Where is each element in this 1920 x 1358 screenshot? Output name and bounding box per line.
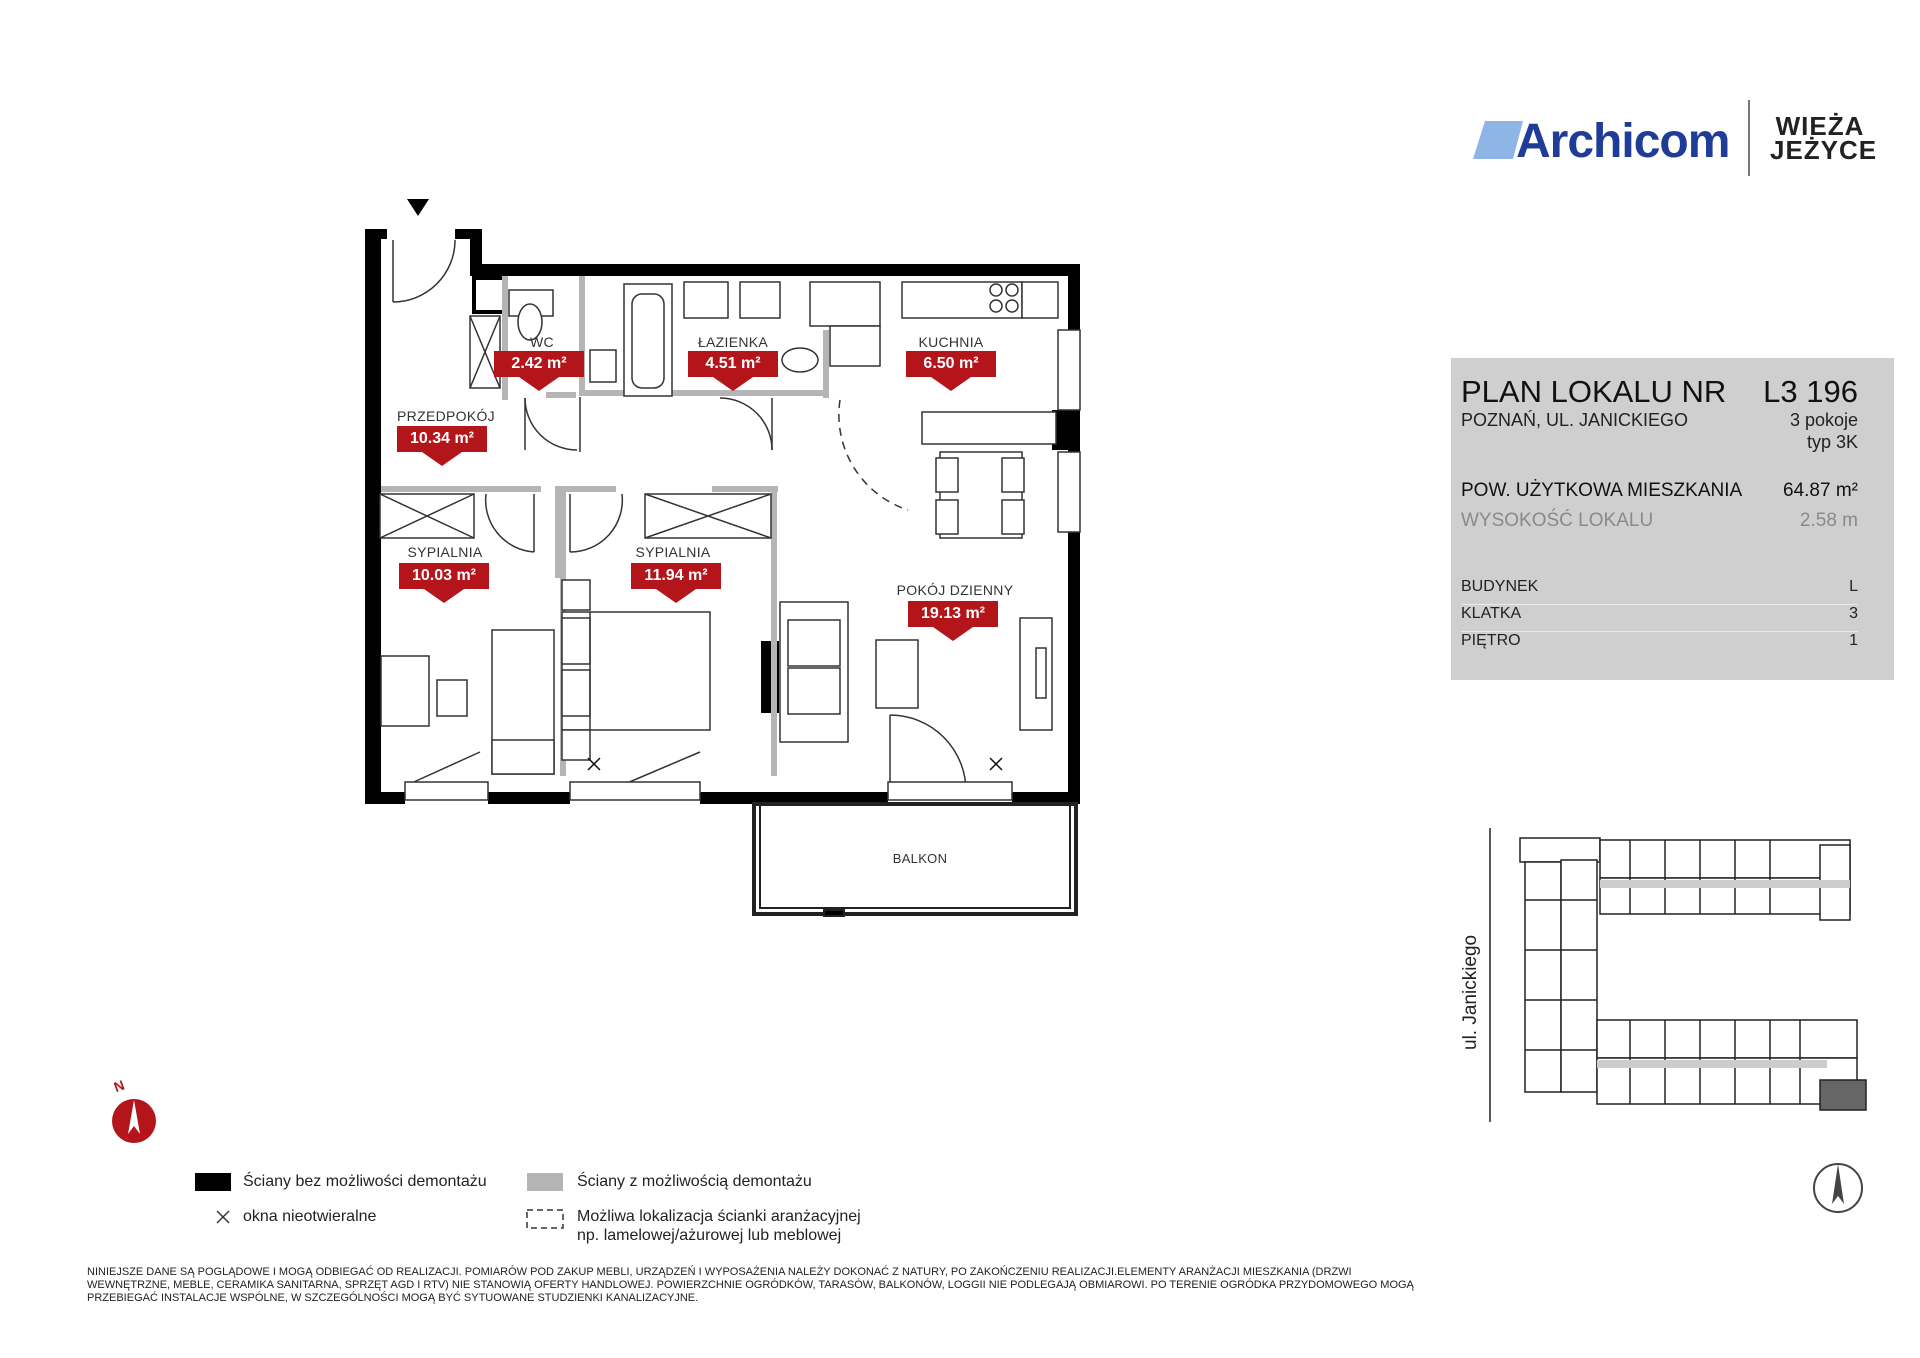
height-label: WYSOKOŚĆ LOKALU — [1461, 510, 1654, 531]
floor-row — [1461, 632, 1858, 658]
brand-divider — [1748, 100, 1750, 176]
room-area-bedroom-1: 10.03 m² — [399, 563, 489, 589]
compass-site-icon — [1814, 1164, 1862, 1212]
room-area-wc: 2.42 m² — [494, 351, 584, 377]
unit-type: typ 3K — [1806, 432, 1858, 452]
disclaimer: NINIEJSZE DANE SĄ POGLĄDOWE I MOGĄ ODBIEGAĆ OD REALIZACJI. POMIARÓW POD ZAKUP MEBLI, URZĄDZEŃ I WYPOSAŻENIA NALEŻY DOKONAĆ Z NATURY, PO ZAKOŃCZENIU REALIZACJI.ELEMENTY ARANŻACJI MIESZKANIA (DRZWI WEWNĘTRZNE, MEBLE, CERAMIKA SANITARNA, SPRZĘT AGD I RTV) NIE STANOWIĄ OFERTY HANDLOWEJ. POWIERZCHNIE OGRÓDKÓW, TARASÓW, BALKONÓW, LOGGII NIE PODLEGAJĄ OBMIAROWI. PO TERENIE OGRÓDKA PRZYDOMOWEGO MOGĄ PRZEBIEGAĆ INSTALACJE WSPÓLNE, W SZCZEGÓLNOŚCI MOGĄ BYĆ SYTUOWANE STUDZIENKI KANALIZACYJNE. — [87, 1266, 1414, 1304]
street-label: ul. Janickiego — [1460, 934, 1481, 1050]
staircase-label: KLATKA — [1461, 605, 1522, 622]
legend-fixed-walls: Ściany bez możliwości demontażu — [243, 1173, 487, 1190]
height-value: 2.58 m — [1799, 510, 1858, 531]
compass-north-icon — [112, 1099, 156, 1143]
room-label-living: POKÓJ DZIENNY — [896, 582, 1014, 598]
floor-value: 1 — [1849, 632, 1858, 649]
room-label-balcony: BALKON — [892, 851, 948, 866]
usable-area-value: 64.87 m² — [1783, 480, 1858, 501]
room-area-hallway: 10.34 m² — [397, 426, 487, 452]
site-plan — [1490, 828, 1866, 1122]
kitchen-furniture — [810, 282, 1058, 538]
room-label-bathroom: ŁAZIENKA — [697, 334, 769, 350]
project-name — [1770, 111, 1878, 165]
archicom-logo: Archicom — [1516, 115, 1730, 168]
legend-fixed-swatch — [195, 1173, 231, 1191]
legend-removable-swatch — [527, 1173, 563, 1191]
project-name-line1: WIEŻA — [1775, 111, 1865, 141]
height-row — [1461, 510, 1858, 532]
legend-partition-line1: Możliwa lokalizacja ścianki aranżacyjnej — [577, 1208, 861, 1225]
room-label-kitchen: KUCHNIA — [918, 334, 984, 350]
room-area-bedroom-2: 11.94 m² — [631, 563, 721, 589]
unit-number: L3 196 — [1763, 374, 1858, 409]
legend-window-swatch — [217, 1211, 229, 1223]
entrance-arrow-icon — [407, 199, 429, 216]
building-label: BUDYNEK — [1461, 578, 1539, 595]
staircase-value: 3 — [1849, 605, 1858, 622]
north-label: N — [111, 1076, 127, 1096]
building-row — [1461, 578, 1858, 605]
usable-area-label: POW. UŻYTKOWA MIESZKANIA — [1461, 480, 1743, 501]
room-label-hallway: PRZEDPOKÓJ — [397, 408, 495, 424]
unit-address: POZNAŃ, UL. JANICKIEGO — [1461, 410, 1689, 430]
room-label-wc: WC — [530, 334, 554, 350]
legend-partition-swatch — [527, 1210, 563, 1228]
unit-info-panel — [1451, 358, 1894, 680]
staircase-row — [1461, 605, 1858, 632]
building-value: L — [1849, 578, 1858, 595]
floor-label: PIĘTRO — [1461, 632, 1521, 649]
usable-area-row — [1461, 480, 1858, 502]
fixed-window-marks — [588, 758, 1002, 770]
room-area-bathroom: 4.51 m² — [688, 351, 778, 377]
legend-fixed-windows: okna nieotwieralne — [243, 1208, 377, 1225]
plan-title: PLAN LOKALU NR — [1461, 374, 1727, 409]
room-area-kitchen: 6.50 m² — [906, 351, 996, 377]
room-label-bedroom-1: SYPIALNIA — [407, 544, 483, 560]
unit-rooms: 3 pokoje — [1789, 410, 1858, 430]
project-name-line2: JEŻYCE — [1770, 135, 1878, 165]
legend-removable-walls: Ściany z możliwością demontażu — [577, 1173, 812, 1190]
room-label-bedroom-2: SYPIALNIA — [635, 544, 711, 560]
legend-partition-line2: np. lamelowej/ażurowej lub meblowej — [577, 1227, 842, 1244]
room-area-living: 19.13 m² — [908, 601, 998, 627]
